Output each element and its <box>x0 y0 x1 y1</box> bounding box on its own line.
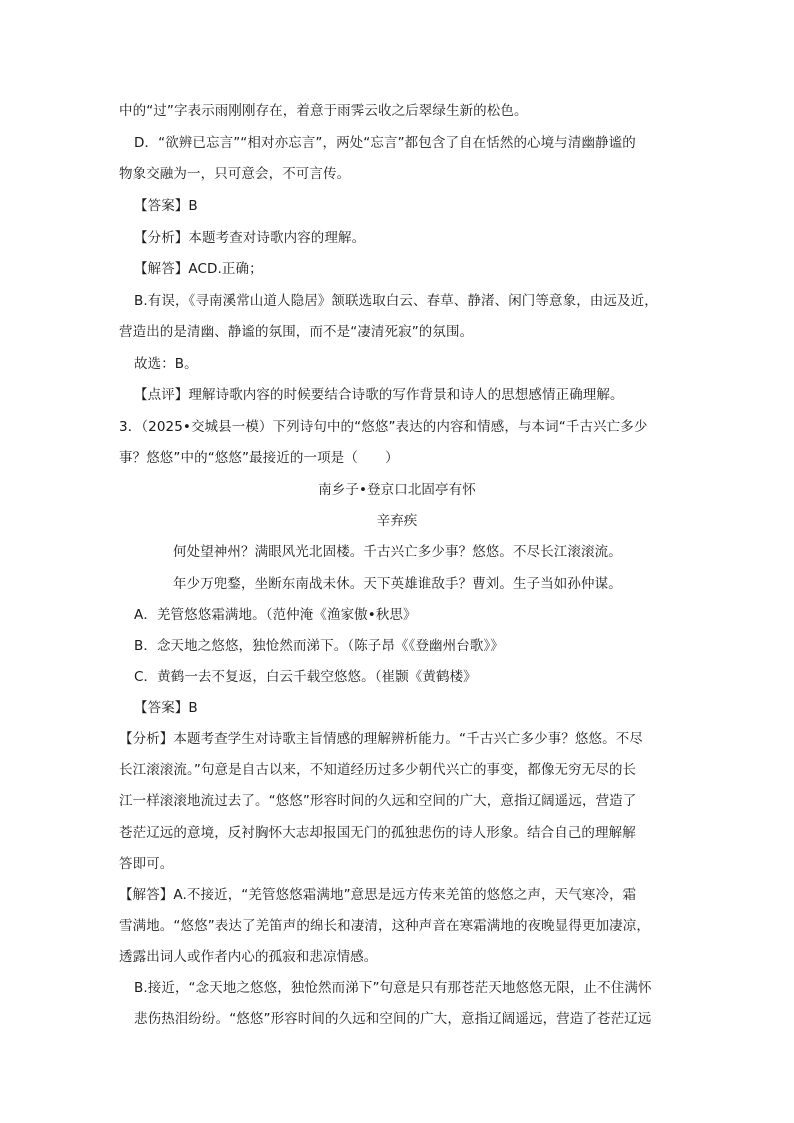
analysis-line: 【分析】本题考查学生对诗歌主旨情感的理解辨析能力。“千古兴亡多少事？悠悠。不尽 <box>119 731 643 747</box>
text-line: 长江滚滚流。”句意是自古以来，不知道经历过多少朝代兴亡的事变，都像无穷无尽的长 <box>119 762 637 778</box>
text-line: 苍茫辽远的意境，反衬胸怀大志却报国无门的孤独悲伤的诗人形象。结合自己的理解解 <box>119 825 636 841</box>
text-line: 营造出的是清幽、静谧的氛围，而不是“凄清死寂”的氛围。 <box>119 324 474 340</box>
question-3-line: 3．（2025•交城县一模）下列诗句中的“悠悠”表达的内容和情感，与本词“千古兴亡多少 <box>119 419 648 435</box>
text-line: 物象交融为一，只可意会，不可言传。 <box>119 166 351 182</box>
conclusion-line: 故选：B。 <box>134 356 198 372</box>
poem-line: 年少万兜鍪，坐断东南战未休。天下英雄谁敌手？曹刘。生子当如孙仲谋。 <box>173 576 622 592</box>
text-line: 中的“过”字表示雨刚刚存在，着意于雨霁云收之后翠绿生新的松色。 <box>119 103 528 119</box>
analysis-line: 【分析】本题考查对诗歌内容的理解。 <box>134 230 366 246</box>
text-line: 透露出词人或作者内心的孤寂和悲凉情感。 <box>119 949 378 965</box>
text-line: 答即可。 <box>119 856 174 872</box>
text-line: B.接近，“念天地之悠悠，独怆然而涕下”句意是只有那苍茫天地悠悠无限，止不住满怀 <box>134 980 652 996</box>
question-3-line: 事？悠悠”中的“悠悠”最接近的一项是（ ） <box>119 450 399 466</box>
comment-line: 【点评】理解诗歌内容的时候要结合诗歌的写作背景和诗人的思想感情正确理解。 <box>134 387 624 403</box>
poem-author: 辛弃疾 <box>376 513 418 529</box>
option-b: B．念天地之悠悠，独怆然而涕下。（陈子昂《《登幽州台歌》》 <box>134 638 504 654</box>
poem-title: 南乡子•登京口北固亭有怀 <box>318 482 476 498</box>
answer-label: 【答案】B <box>134 700 198 716</box>
option-d-line: D．“欲辨已忘言”“相对亦忘言”，两处“忘言”都包含了自在恬然的心境与清幽静谧的 <box>134 135 636 151</box>
solution-line: 【解答】ACD.正确； <box>134 261 263 277</box>
text-line: B.有误，《寻南溪常山道人隐居》颔联选取白云、春草、静渚、闲门等意象，由远及近， <box>134 293 658 309</box>
text-line: 雪满地。“悠悠”表达了羌笛声的绵长和凄清，这种声音在寒霜满地的夜晚显得更加凄凉， <box>119 918 650 934</box>
text-line: 江一样滚滚地流过去了。“悠悠”形容时间的久远和空间的广大，意指辽阔遥远，营造了 <box>119 793 637 809</box>
solution-line: 【解答】A.不接近，“羌管悠悠霜满地”意思是远方传来羌笛的悠悠之声，天气寒冷，霜 <box>119 887 637 903</box>
option-c: C．黄鹤一去不复返，白云千载空悠悠。（崔颢《黄鹤楼》 <box>134 669 477 685</box>
text-line: 悲伤热泪纷纷。“悠悠”形容时间的久远和空间的广大，意指辽阔遥远，营造了苍茫辽远 <box>134 1011 652 1027</box>
poem-line: 何处望神州？满眼风光北固楼。千古兴亡多少事？悠悠。不尽长江滚滚流。 <box>173 544 622 560</box>
option-a: A．羌管悠悠霜满地。（范仲淹《渔家傲•秋思》 <box>134 607 417 623</box>
answer-label: 【答案】B <box>134 198 198 214</box>
